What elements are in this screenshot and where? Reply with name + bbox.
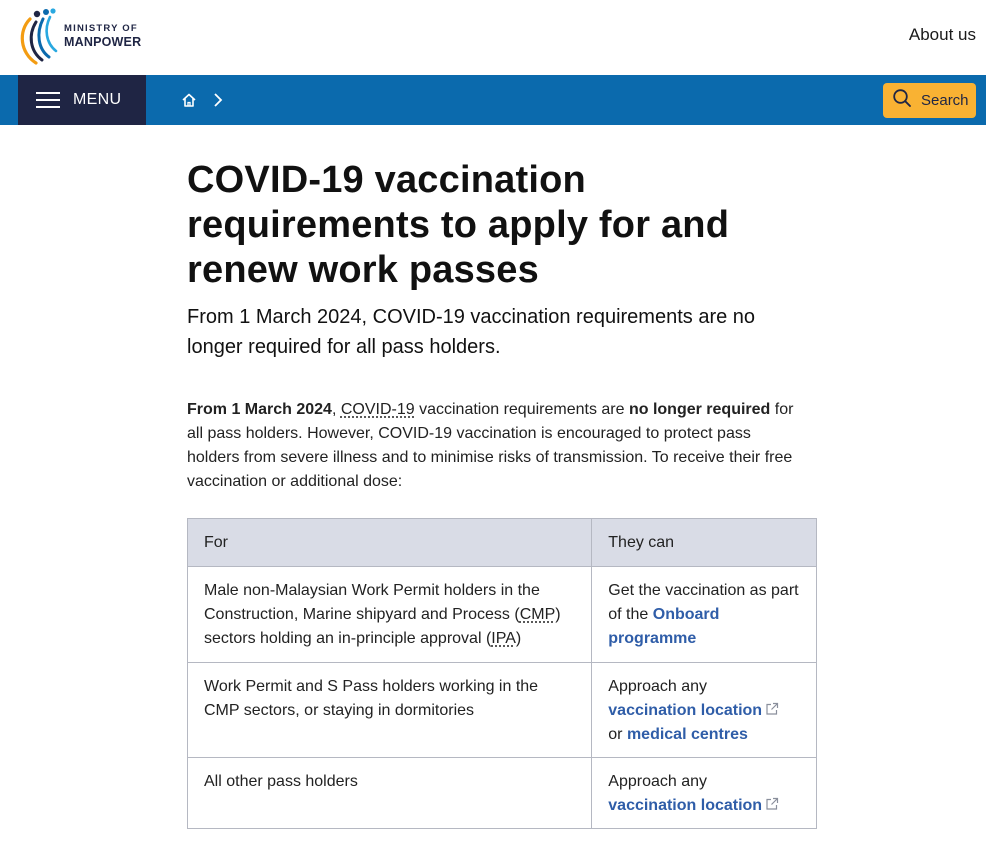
table-cell-they-can	[592, 567, 817, 663]
breadcrumb	[179, 90, 228, 110]
covid-abbr: COVID-19	[340, 401, 415, 418]
intro-mid: vaccination requirements are	[414, 401, 629, 418]
table-cell-for: Work Permit and S Pass holders working in the CMP sectors, or staying in dormitories	[188, 663, 592, 758]
page-title: COVID-19 vaccination requirements to apply for and renew work passes	[187, 159, 730, 291]
intro-separator: ,	[331, 401, 341, 418]
site-header	[0, 0, 986, 75]
search-button[interactable]	[883, 83, 976, 118]
table-cell-they-can	[592, 758, 817, 829]
cell-text: Approach any	[608, 678, 707, 695]
nav-bar	[0, 75, 986, 125]
table-cell-for	[188, 567, 592, 663]
onboard-programme-link[interactable]: Onboard programme	[608, 606, 720, 647]
search-icon	[892, 88, 912, 113]
medical-centres-link[interactable]: medical centres	[626, 726, 748, 743]
home-icon[interactable]	[179, 90, 199, 110]
cell-text: ) sectors holding an in-principle approval (	[204, 606, 561, 647]
table-header-they-can: They can	[592, 519, 817, 567]
mom-logo[interactable]	[16, 5, 146, 67]
intro-paragraph	[187, 398, 802, 494]
chevron-right-icon	[208, 90, 228, 110]
intro-emphasis: no longer required	[628, 401, 771, 418]
menu-icon	[36, 92, 60, 108]
table-header-for: For	[188, 519, 592, 567]
logo-line-1: MINISTRY OF	[64, 22, 138, 34]
menu-button[interactable]	[18, 75, 146, 125]
cell-text: Approach any	[608, 773, 707, 790]
about-us-link[interactable]: About us	[908, 25, 976, 44]
table-header-row	[188, 519, 817, 567]
page-subtitle: From 1 March 2024, COVID-19 vaccination requirements are no longer required for all pass holders.	[187, 306, 756, 358]
cmp-abbr: CMP	[519, 606, 556, 623]
vaccination-location-link[interactable]: vaccination location	[608, 702, 763, 719]
search-label: Search	[921, 92, 969, 109]
logo-text	[64, 24, 141, 49]
main-content	[187, 125, 827, 829]
cell-text: )	[515, 630, 522, 647]
vaccination-location-link[interactable]: vaccination location	[608, 797, 763, 814]
cell-text: Get the vaccination as part of the	[608, 582, 799, 623]
table-row	[188, 567, 817, 663]
logo-line-2: MANPOWER	[64, 35, 142, 49]
ipa-abbr: IPA	[491, 630, 516, 647]
vaccination-table	[187, 518, 817, 829]
external-link-icon	[765, 700, 779, 714]
external-link-icon	[765, 795, 779, 809]
cell-text: Male non-Malaysian Work Permit holders in the Construction, Marine shipyard and Process (	[204, 582, 540, 623]
menu-label: MENU	[73, 91, 122, 108]
mom-logo-mark	[16, 5, 66, 67]
intro-date: From 1 March 2024	[187, 401, 332, 418]
table-cell-for: All other pass holders	[188, 758, 592, 829]
cell-text: or	[608, 726, 627, 743]
table-cell-they-can	[592, 663, 817, 758]
intro-rest: for all pass holders. However, COVID-19 vaccination is encouraged to protect pass holders from severe illness and to minimise risks of transmission. To receive their free vaccination or additional dose:	[187, 401, 794, 490]
table-row	[188, 663, 817, 758]
table-row	[188, 758, 817, 829]
